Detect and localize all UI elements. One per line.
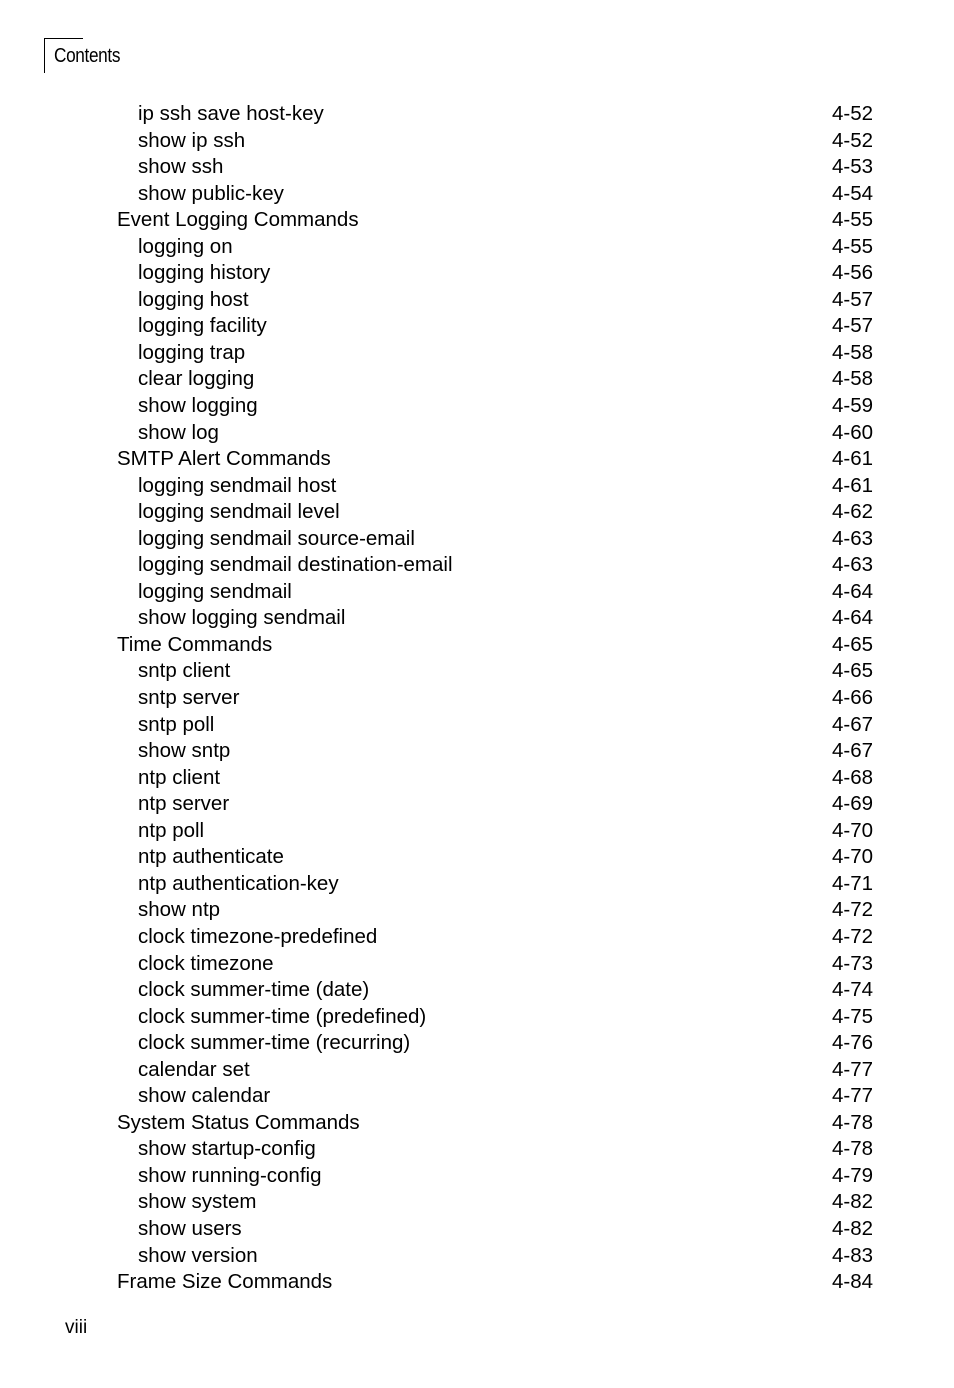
toc-entry[interactable] [0, 844, 954, 871]
toc-entry-title: show public-key [138, 181, 284, 205]
toc-entry[interactable] [0, 154, 954, 181]
toc-entry[interactable] [0, 1004, 954, 1031]
page-number: viii [65, 1317, 88, 1338]
toc-entry-page: 4-65 [831, 659, 873, 683]
toc-entry-title: show logging [138, 394, 258, 418]
toc-entry[interactable] [0, 1030, 954, 1057]
toc-entry-page: 4-66 [831, 686, 873, 710]
toc-entry-page: 4-67 [831, 739, 873, 763]
toc-section-entry[interactable] [0, 1269, 954, 1296]
toc-entry-page: 4-58 [831, 367, 873, 391]
toc-entry[interactable] [0, 526, 954, 553]
toc-entry[interactable] [0, 738, 954, 765]
toc-entry-page: 4-70 [831, 818, 873, 842]
toc-entry-page: 4-59 [831, 394, 873, 418]
toc-entry-title: show ntp [138, 898, 221, 922]
toc-entry-page: 4-79 [831, 1163, 873, 1187]
toc-entry[interactable] [0, 871, 954, 898]
toc-entry-title: Event Logging Commands [117, 208, 359, 232]
toc-entry[interactable] [0, 658, 954, 685]
toc-entry-page: 4-55 [831, 208, 873, 232]
toc-entry[interactable] [0, 313, 954, 340]
toc-entry-page: 4-64 [831, 606, 873, 630]
toc-entry-title: SMTP Alert Commands [117, 447, 331, 471]
toc-entry[interactable] [0, 791, 954, 818]
toc-entry[interactable] [0, 287, 954, 314]
toc-entry-title: show sntp [138, 739, 231, 763]
toc-entry[interactable] [0, 1083, 954, 1110]
toc-entry-title: show ip ssh [138, 128, 246, 152]
toc-entry-page: 4-77 [831, 1057, 873, 1081]
toc-entry[interactable] [0, 818, 954, 845]
toc-entry[interactable] [0, 393, 954, 420]
toc-entry-title: clock timezone [138, 951, 274, 975]
toc-entry-title: ip ssh save host-key [138, 102, 324, 125]
toc-entry[interactable] [0, 473, 954, 500]
toc-entry-page: 4-70 [831, 845, 873, 869]
toc-entry-page: 4-77 [831, 1084, 873, 1108]
toc-entry-title: ntp client [138, 765, 221, 789]
toc-entry-page: 4-53 [831, 155, 873, 179]
toc-section-entry[interactable] [0, 207, 954, 234]
toc-entry[interactable] [0, 1163, 954, 1190]
toc-entry-page: 4-69 [831, 792, 873, 816]
toc-entry-title: logging history [138, 261, 271, 285]
toc-entry-title: show system [138, 1190, 257, 1214]
toc-entry-page: 4-76 [831, 1031, 873, 1055]
toc-entry[interactable] [0, 340, 954, 367]
toc-entry-page: 4-78 [831, 1137, 873, 1161]
toc-entry-title: show logging sendmail [138, 606, 346, 630]
toc-entry[interactable] [0, 951, 954, 978]
toc-entry[interactable] [0, 1243, 954, 1270]
toc-entry-page: 4-55 [831, 234, 873, 258]
toc-entry-page: 4-84 [831, 1270, 873, 1294]
toc-entry-title: show calendar [138, 1084, 271, 1108]
toc-entry-page: 4-72 [831, 898, 873, 922]
toc-entry[interactable] [0, 234, 954, 261]
toc-entry-page: 4-63 [831, 526, 873, 550]
toc-entry-title: sntp client [138, 659, 231, 683]
toc-entry-title: clock summer-time (recurring) [138, 1031, 411, 1055]
toc-entry-page: 4-61 [831, 447, 873, 471]
toc-entry[interactable] [0, 1216, 954, 1243]
toc-entry-title: show ssh [138, 155, 224, 179]
toc-entry-title: clear logging [138, 367, 255, 391]
toc-entry[interactable] [0, 579, 954, 606]
toc-entry-title: show running-config [138, 1163, 322, 1187]
toc-entry[interactable] [0, 712, 954, 739]
toc-entry-title: show users [138, 1216, 242, 1240]
toc-entry-page: 4-82 [831, 1216, 873, 1240]
toc-entry-page: 4-73 [831, 951, 873, 975]
toc-entry-title: sntp poll [138, 712, 215, 736]
toc-entry-title: logging sendmail source-email [138, 526, 415, 550]
toc-entry[interactable] [0, 181, 954, 208]
toc-entry-title: show version [138, 1243, 258, 1267]
toc-entry-title: logging sendmail host [138, 473, 337, 497]
toc-entry-page: 4-60 [831, 420, 873, 444]
toc-entry-page: 4-82 [831, 1190, 873, 1214]
toc-entry-title: logging facility [138, 314, 267, 338]
toc-entry-page: 4-56 [831, 261, 873, 285]
running-header: Contents [54, 45, 121, 67]
toc-entry[interactable] [0, 605, 954, 632]
toc-entry-title: Frame Size Commands [117, 1270, 333, 1294]
toc-entry-page: 4-72 [831, 924, 873, 948]
toc-entry-title: show startup-config [138, 1137, 316, 1161]
toc-entry-title: ntp authenticate [138, 845, 284, 869]
toc-entry-title: sntp server [138, 686, 240, 710]
toc-entry[interactable] [0, 897, 954, 924]
toc-entry[interactable] [0, 977, 954, 1004]
toc-entry-title: clock summer-time (predefined) [138, 1004, 427, 1028]
toc-entry[interactable] [0, 685, 954, 712]
toc-entry-title: ntp authentication-key [138, 871, 339, 895]
toc-entry-page: 4-57 [831, 314, 873, 338]
toc-entry[interactable] [0, 552, 954, 579]
toc-entry[interactable] [0, 1189, 954, 1216]
toc-entry[interactable] [0, 924, 954, 951]
toc-section-entry[interactable] [0, 632, 954, 659]
toc-entry[interactable] [0, 765, 954, 792]
toc-section-entry[interactable] [0, 1110, 954, 1137]
toc-entry-page: 4-83 [831, 1243, 873, 1267]
toc-entry-title: logging sendmail [138, 579, 292, 603]
toc-entry-page: 4-61 [831, 473, 873, 497]
toc-entry-title: calendar set [138, 1057, 250, 1081]
toc-entry[interactable] [0, 260, 954, 287]
toc-entry-page: 4-62 [831, 500, 873, 524]
toc-entry-page: 4-63 [831, 553, 873, 577]
toc-entry-page: 4-78 [831, 1110, 873, 1134]
toc-entry-page: 4-57 [831, 287, 873, 311]
toc-entry-page: 4-74 [831, 978, 873, 1002]
toc-entry[interactable] [0, 128, 954, 155]
toc-entry-title: clock summer-time (date) [138, 978, 370, 1002]
toc-entry[interactable] [0, 1057, 954, 1084]
toc-entry-page: 4-67 [831, 712, 873, 736]
toc-entry[interactable] [0, 366, 954, 393]
toc-entry-page: 4-52 [831, 102, 873, 125]
toc-section-entry[interactable] [0, 446, 954, 473]
toc-entry-title: Time Commands [117, 632, 273, 656]
table-of-contents [0, 101, 954, 1296]
toc-entry-title: System Status Commands [117, 1110, 360, 1134]
toc-entry-title: logging sendmail level [138, 500, 340, 524]
toc-entry-title: ntp poll [138, 818, 205, 842]
toc-entry-page: 4-54 [831, 181, 873, 205]
toc-entry-title: logging on [138, 234, 233, 258]
toc-entry[interactable] [0, 499, 954, 526]
toc-entry-title: show log [138, 420, 219, 444]
toc-entry[interactable] [0, 420, 954, 447]
toc-entry-page: 4-68 [831, 765, 873, 789]
toc-entry[interactable] [0, 101, 954, 128]
toc-entry-title: ntp server [138, 792, 230, 816]
toc-entry-page: 4-75 [831, 1004, 873, 1028]
toc-entry-page: 4-71 [831, 871, 873, 895]
toc-entry-page: 4-65 [831, 632, 873, 656]
toc-entry-title: clock timezone-predefined [138, 924, 378, 948]
toc-entry-page: 4-58 [831, 340, 873, 364]
toc-entry-page: 4-52 [831, 128, 873, 152]
toc-entry-title: logging host [138, 287, 249, 311]
toc-entry-title: logging trap [138, 340, 246, 364]
toc-entry-page: 4-64 [831, 579, 873, 603]
toc-entry-title: logging sendmail destination-email [138, 553, 453, 577]
toc-entry[interactable] [0, 1136, 954, 1163]
